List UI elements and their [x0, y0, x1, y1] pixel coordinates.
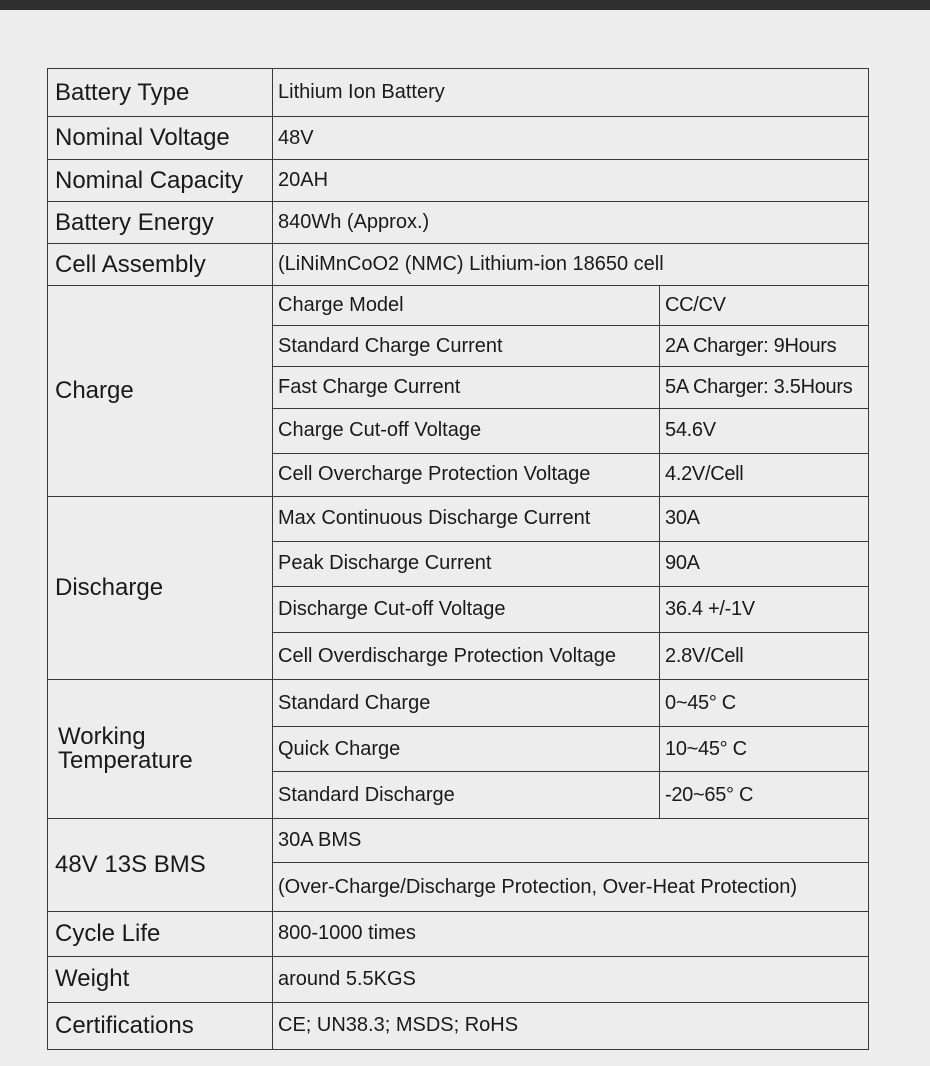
discharge-item-name: Discharge Cut-off Voltage	[273, 586, 660, 632]
discharge-item-value: 90A	[660, 541, 869, 586]
table-row	[48, 117, 869, 160]
temperature-item-value: 10~45° C	[660, 727, 869, 772]
discharge-item-value: 36.4 +/-1V	[660, 586, 869, 632]
table-row	[48, 1002, 869, 1049]
temperature-item-value: -20~65° C	[660, 772, 869, 819]
nominal-voltage-value: 48V	[273, 117, 869, 160]
table-row	[48, 956, 869, 1002]
bms-label: 48V 13S BMS	[48, 819, 273, 911]
battery-type-value: Lithium Ion Battery	[273, 69, 869, 117]
discharge-item-name: Peak Discharge Current	[273, 541, 660, 586]
charge-item-name: Charge Model	[273, 286, 660, 326]
working-temperature-label: Working Temperature	[48, 680, 273, 819]
charge-item-name: Cell Overcharge Protection Voltage	[273, 453, 660, 496]
table-row	[48, 911, 869, 956]
charge-item-name: Fast Charge Current	[273, 366, 660, 408]
cycle-life-label: Cycle Life	[48, 911, 273, 956]
bms-line-1: 30A BMS	[273, 819, 869, 863]
discharge-label: Discharge	[48, 496, 273, 679]
bms-line-2: (Over-Charge/Discharge Protection, Over-Heat Protection)	[273, 863, 869, 911]
table-row	[48, 819, 869, 863]
certifications-label: Certifications	[48, 1002, 273, 1049]
table-row	[48, 680, 869, 727]
table-row	[48, 69, 869, 117]
top-bar	[0, 0, 930, 10]
certifications-value: CE; UN38.3; MSDS; RoHS	[273, 1002, 869, 1049]
charge-item-name: Charge Cut-off Voltage	[273, 408, 660, 453]
table-row	[48, 286, 869, 326]
temperature-item-name: Standard Charge	[273, 680, 660, 727]
spec-table	[47, 68, 869, 1050]
discharge-item-value: 30A	[660, 496, 869, 541]
discharge-item-name: Cell Overdischarge Protection Voltage	[273, 633, 660, 680]
battery-type-label: Battery Type	[48, 69, 273, 117]
battery-energy-label: Battery Energy	[48, 202, 273, 244]
discharge-item-name: Max Continuous Discharge Current	[273, 496, 660, 541]
table-row	[48, 496, 869, 541]
charge-item-value: 2A Charger: 9Hours	[660, 326, 869, 366]
table-row	[48, 160, 869, 202]
temperature-item-name: Standard Discharge	[273, 772, 660, 819]
charge-item-name: Standard Charge Current	[273, 326, 660, 366]
temperature-item-value: 0~45° C	[660, 680, 869, 727]
discharge-item-value: 2.8V/Cell	[660, 633, 869, 680]
cell-assembly-label: Cell Assembly	[48, 244, 273, 286]
table-row	[48, 202, 869, 244]
charge-label: Charge	[48, 286, 273, 496]
temperature-item-name: Quick Charge	[273, 727, 660, 772]
nominal-capacity-value: 20AH	[273, 160, 869, 202]
nominal-voltage-label: Nominal Voltage	[48, 117, 273, 160]
charge-item-value: 5A Charger: 3.5Hours	[660, 366, 869, 408]
cycle-life-value: 800-1000 times	[273, 911, 869, 956]
nominal-capacity-label: Nominal Capacity	[48, 160, 273, 202]
table-row	[48, 244, 869, 286]
cell-assembly-value: (LiNiMnCoO2 (NMC) Lithium-ion 18650 cell	[273, 244, 869, 286]
charge-item-value: 4.2V/Cell	[660, 453, 869, 496]
charge-item-value: 54.6V	[660, 408, 869, 453]
battery-energy-value: 840Wh (Approx.)	[273, 202, 869, 244]
charge-item-value: CC/CV	[660, 286, 869, 326]
weight-value: around 5.5KGS	[273, 956, 869, 1002]
weight-label: Weight	[48, 956, 273, 1002]
